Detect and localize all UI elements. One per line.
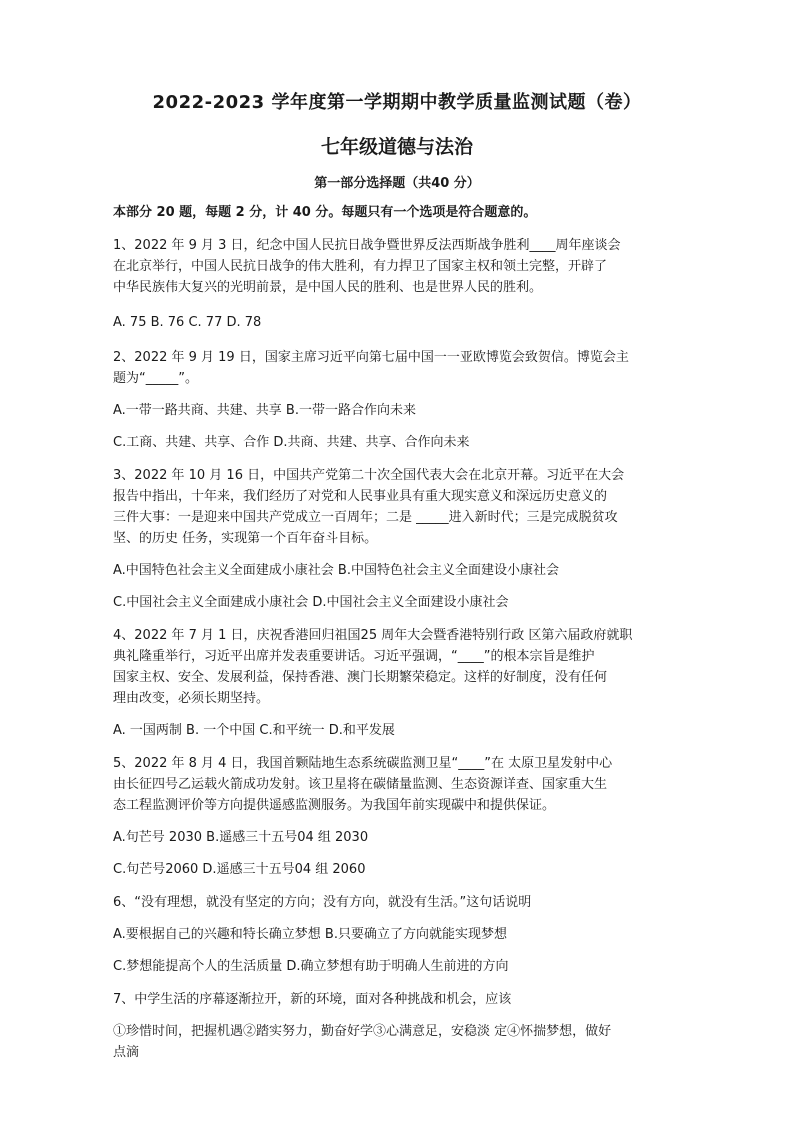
section-heading: 第一部分选择题（共40 分） [314,176,480,191]
question-line: 6、“没有理想，就没有坚定的方向；没有方向，就没有生活。”这句话说明 [113,895,532,910]
answer-options: A.一带一路共商、共建、共享 B.一带一路合作向未来 [113,403,416,418]
question-5 [113,753,685,880]
question-line: 坚、的历史 任务，实现第一个百年奋斗目标。 [113,531,378,546]
answer-options: C.梦想能提高个人的生活质量 D.确立梦想有助于明确人生前进的方向 [113,959,509,974]
question-line: 国家主权、安全、发展利益，保持香港、澳门长期繁荣稳定。这样的好制度，没有任何 [113,670,608,685]
question-line: 三件大事：一是迎来中国共产党成立一百周年；二是 _____进入新时代；三是完成脱贫攻 [113,510,618,525]
question-1 [113,235,685,333]
answer-options: C.句芒号2060 D.遥感三十五号04 组 2060 [113,862,366,877]
question-4 [113,625,685,741]
question-line: 4、2022 年 7 月 1 日，庆祝香港回归祖国25 周年大会暨香港特别行政 区第六届政府就职 [113,628,633,643]
instructions: 本部分 20 题，每题 2 分，计 40 分。每题只有一个选项是符合题意的。 [113,205,537,220]
question-line: 题为“_____”。 [113,371,198,386]
question-line: 在北京举行，中国人民抗日战争的伟大胜利，有力捍卫了国家主权和领土完整，开辟了 [113,259,608,274]
question-line: 7、中学生活的序幕逐渐拉开，新的环境，面对各种挑战和机会，应该 [113,992,512,1007]
question-2 [113,347,685,453]
q7-choice-line: ①珍惜时间，把握机遇②踏实努力，勤奋好学③心满意足，安稳淡 定④怀揣梦想，做好 [113,1024,612,1039]
question-line: 报告中指出，十年来，我们经历了对党和人民事业具有重大现实意义和深远历史意义的 [113,489,608,504]
question-line: 态工程监测评价等方向提供遥感监测服务。为我国年前实现碳中和提供保证。 [113,798,556,813]
answer-options: C.中国社会主义全面建成小康社会 D.中国社会主义全面建设小康社会 [113,595,509,610]
answer-options: A.中国特色社会主义全面建成小康社会 B.中国特色社会主义全面建设小康社会 [113,563,559,578]
question-line: 1、2022 年 9 月 3 日，纪念中国人民抗日战争暨世界反法西斯战争胜利____周年座谈会 [113,238,621,253]
answer-options: A. 75 B. 76 C. 77 D. 78 [113,315,262,330]
question-6 [113,892,685,977]
question-7 [113,989,685,1063]
question-line: 理由改变，必须长期坚持。 [113,691,270,706]
answer-options: C.工商、共建、共享、合作 D.共商、共建、共享、合作向未来 [113,435,470,450]
question-line: 典礼隆重举行，习近平出席并发表重要讲话。习近平强调，“____”的根本宗旨是维护 [113,649,595,664]
question-3 [113,465,685,613]
q7-choice-line: 点滴 [113,1045,140,1060]
subject-title: 七年级道德与法治 [320,136,473,158]
exam-title: 2022-2023 学年度第一学期期中教学质量监测试题（卷） [152,92,642,113]
question-line: 3、2022 年 10 月 16 日，中国共产党第二十次全国代表大会在北京开幕。习近平在大会 [113,468,625,483]
question-line: 2、2022 年 9 月 19 日，国家主席习近平向第七届中国一一亚欧博览会致贺信。博览会主 [113,350,629,365]
question-list [113,200,685,1063]
answer-options: A.要根据自己的兴趣和特长确立梦想 B.只要确立了方向就能实现梦想 [113,927,507,942]
answer-options: A. 一国两制 B. 一个中国 C.和平统一 D.和平发展 [113,723,395,738]
answer-options: A.句芒号 2030 B.遥感三十五号04 组 2030 [113,830,369,845]
question-line: 中华民族伟大复兴的光明前景，是中国人民的胜利、也是世界人民的胜利。 [113,280,543,295]
question-line: 5、2022 年 8 月 4 日，我国首颗陆地生态系统碳监测卫星“____”在 太原卫星发射中心 [113,756,613,771]
question-line: 由长征四号乙运载火箭成功发射。该卫星将在碳储量监测、生态资源详查、国家重大生 [113,777,608,792]
